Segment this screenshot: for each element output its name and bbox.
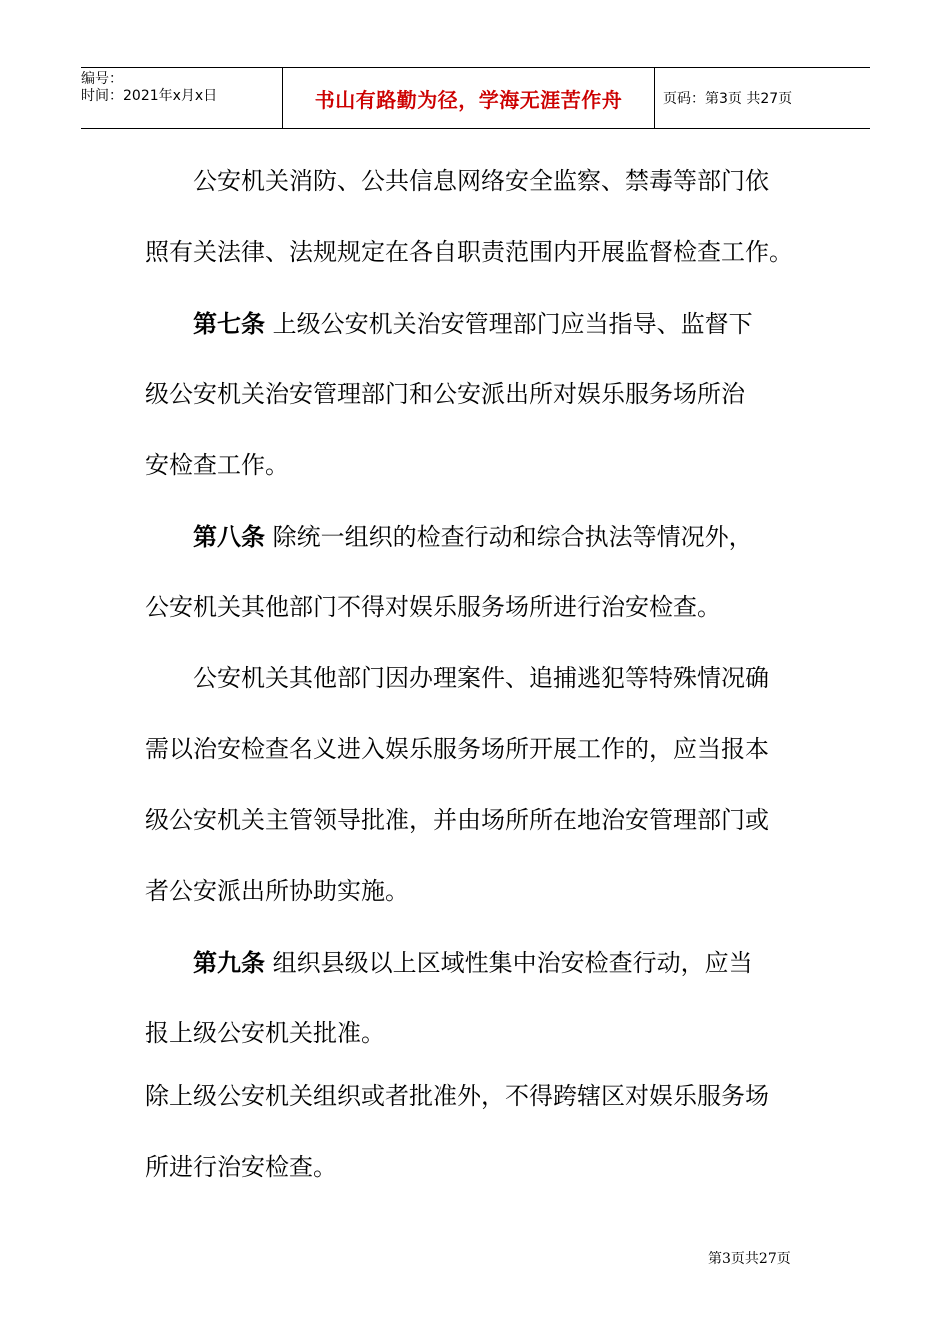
article-7-heading: 第七条 — [193, 309, 265, 338]
line-text: 级公安机关治安管理部门和公安派出所对娱乐服务场所治 — [145, 380, 745, 408]
paragraph-line — [145, 720, 825, 791]
paragraph-line — [145, 1067, 825, 1138]
paragraph-line — [145, 862, 825, 933]
document-body — [145, 152, 825, 1209]
line-text: 照有关法律、法规规定在各自职责范围内开展监督检查工作。 — [145, 238, 793, 266]
line-text: 公安机关其他部门因办理案件、追捕逃犯等特殊情况确 — [193, 664, 769, 692]
article-7-line — [145, 294, 825, 365]
article-8-line — [145, 507, 825, 578]
article-8-heading: 第八条 — [193, 522, 265, 551]
paragraph-line — [145, 578, 825, 649]
line-text: 除上级公安机关组织或者批准外，不得跨辖区对娱乐服务场 — [145, 1082, 769, 1110]
line-text: 公安机关其他部门不得对娱乐服务场所进行治安检查。 — [145, 593, 721, 621]
header-motto — [282, 68, 655, 128]
article-9-heading: 第九条 — [193, 948, 265, 977]
line-text: 安检查工作。 — [145, 451, 289, 479]
footer-page-number: 第3页共27页 — [708, 1251, 791, 1267]
paragraph-line — [145, 1138, 825, 1209]
paragraph-line — [145, 223, 825, 294]
article-9-line — [145, 933, 825, 1004]
document-header — [81, 67, 870, 129]
line-text: 所进行治安检查。 — [145, 1153, 337, 1181]
line-text: 级公安机关主管领导批准，并由场所所在地治安管理部门或 — [145, 806, 769, 834]
line-text: 上级公安机关治安管理部门应当指导、监督下 — [272, 310, 753, 338]
paragraph-line — [145, 791, 825, 862]
header-meta — [81, 68, 282, 128]
page-number-label: 页码：第3页 共27页 — [663, 91, 793, 107]
date-label: 时间：2021年x月x日 — [81, 88, 218, 104]
line-text: 组织县级以上区域性集中治安检查行动，应当 — [272, 949, 753, 977]
line-text: 需以治安检查名义进入娱乐服务场所开展工作的，应当报本 — [145, 735, 769, 763]
paragraph-line — [145, 365, 825, 436]
paragraph-line — [145, 649, 825, 720]
line-text: 公安机关消防、公共信息网络安全监察、禁毒等部门依 — [193, 167, 769, 195]
page-footer — [708, 1248, 791, 1268]
paragraph-line — [145, 152, 825, 223]
line-text: 报上级公安机关批准。 — [145, 1019, 385, 1047]
serial-number-label: 编号： — [81, 71, 123, 87]
motto-text: 书山有路勤为径，学海无涯苦作舟 — [314, 87, 623, 112]
paragraph-line — [145, 436, 825, 507]
line-text: 者公安派出所协助实施。 — [145, 877, 409, 905]
paragraph-line — [145, 1004, 825, 1067]
line-text: 除统一组织的检查行动和综合执法等情况外， — [272, 523, 753, 551]
header-page-info — [655, 68, 870, 128]
